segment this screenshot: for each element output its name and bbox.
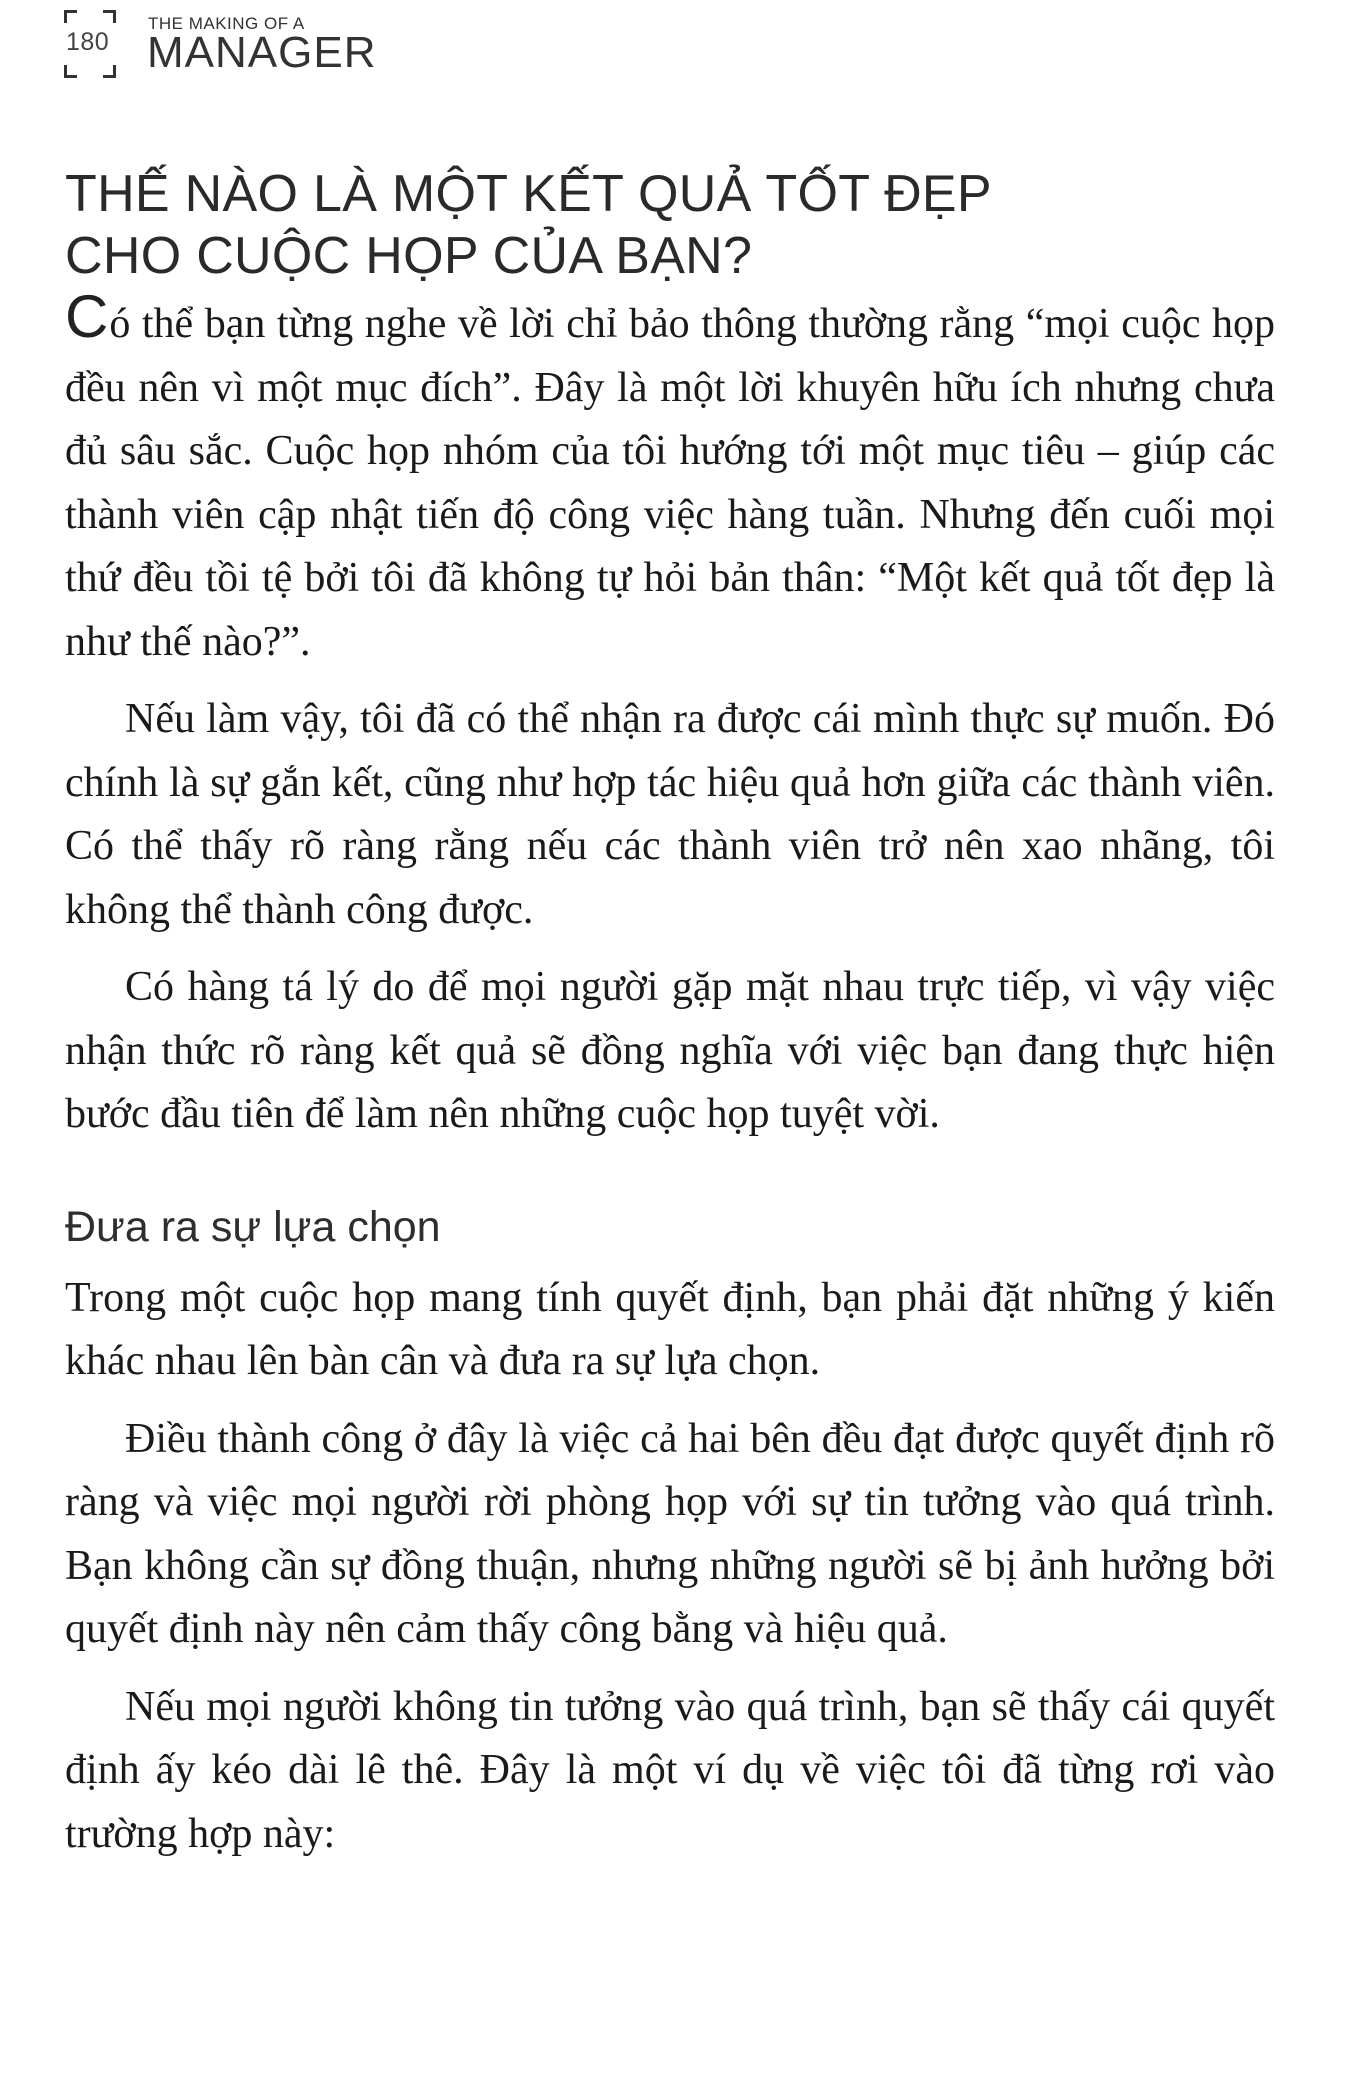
paragraph: Trong một cuộc họp mang tính quyết định, bạn phải đặt những ý kiến khác nhau lên bàn cân và đưa ra sự lựa chọn.	[65, 1274, 1275, 1384]
paragraph: Nếu làm vậy, tôi đã có thể nhận ra được cái mình thực sự muốn. Đó chính là sự gắn kết, cũng như hợp tác hiệu quả hơn giữa các thành viên. Có thể thấy rõ ràng rằng nếu các thành viên trở nên xao nhãng, tôi không thể thành công được.	[65, 696, 1275, 933]
page-number-frame	[60, 8, 122, 80]
frame-corner-top-left	[64, 10, 77, 23]
running-header	[60, 8, 480, 80]
book-title-prefix: THE MAKING OF A	[148, 14, 305, 33]
paragraph-intro-text: ó thể bạn từng nghe về lời chỉ bảo thông thường rằng “mọi cuộc họp đều nên vì một mục đích”. Đây là một lời khuyên hữu ích nhưng chưa đủ sâu sắc. Cuộc họp nhóm của tôi hướng tới một mục tiêu – giúp các thành viên cập nhật tiến độ công việc hàng tuần. Nhưng đến cuối mọi thứ đều tồi tệ bởi tôi đã không tự hỏi bản thân: “Một kết quả tốt đẹp là như thế nào?”.	[65, 301, 1275, 665]
frame-corner-bottom-left	[64, 65, 77, 78]
drop-cap: C	[65, 283, 109, 350]
paragraph-intro	[65, 283, 1275, 674]
section-title	[65, 163, 1275, 287]
subsection-heading: Đưa ra sự lựa chọn	[65, 1202, 441, 1251]
frame-corner-top-right	[103, 10, 116, 23]
frame-corner-bottom-right	[103, 65, 116, 78]
paragraph: Nếu mọi người không tin tưởng vào quá trình, bạn sẽ thấy cái quyết định ấy kéo dài lê thê. Đây là một ví dụ về việc tôi đã từng rơi vào trường hợp này:	[65, 1683, 1275, 1857]
page-body	[65, 163, 1275, 1866]
section-title-line-2: CHO CUỘC HỌP CỦA BẠN?	[65, 227, 753, 285]
paragraph: Điều thành công ở đây là việc cả hai bên đều đạt được quyết định rõ ràng và việc mọi người rời phòng họp với sự tin tưởng vào quá trình. Bạn không cần sự đồng thuận, nhưng những người sẽ bị ảnh hưởng bởi quyết định này nên cảm thấy công bằng và hiệu quả.	[65, 1415, 1275, 1652]
page-number: 180	[66, 28, 110, 56]
paragraph: Có hàng tá lý do để mọi người gặp mặt nhau trực tiếp, vì vậy việc nhận thức rõ ràng kết quả sẽ đồng nghĩa với việc bạn đang thực hiện bước đầu tiên để làm nên những cuộc họp tuyệt vời.	[65, 964, 1275, 1137]
book-title-main: MANAGER	[147, 28, 377, 77]
section-title-line-1: THẾ NÀO LÀ MỘT KẾT QUẢ TỐT ĐẸP	[65, 165, 992, 223]
